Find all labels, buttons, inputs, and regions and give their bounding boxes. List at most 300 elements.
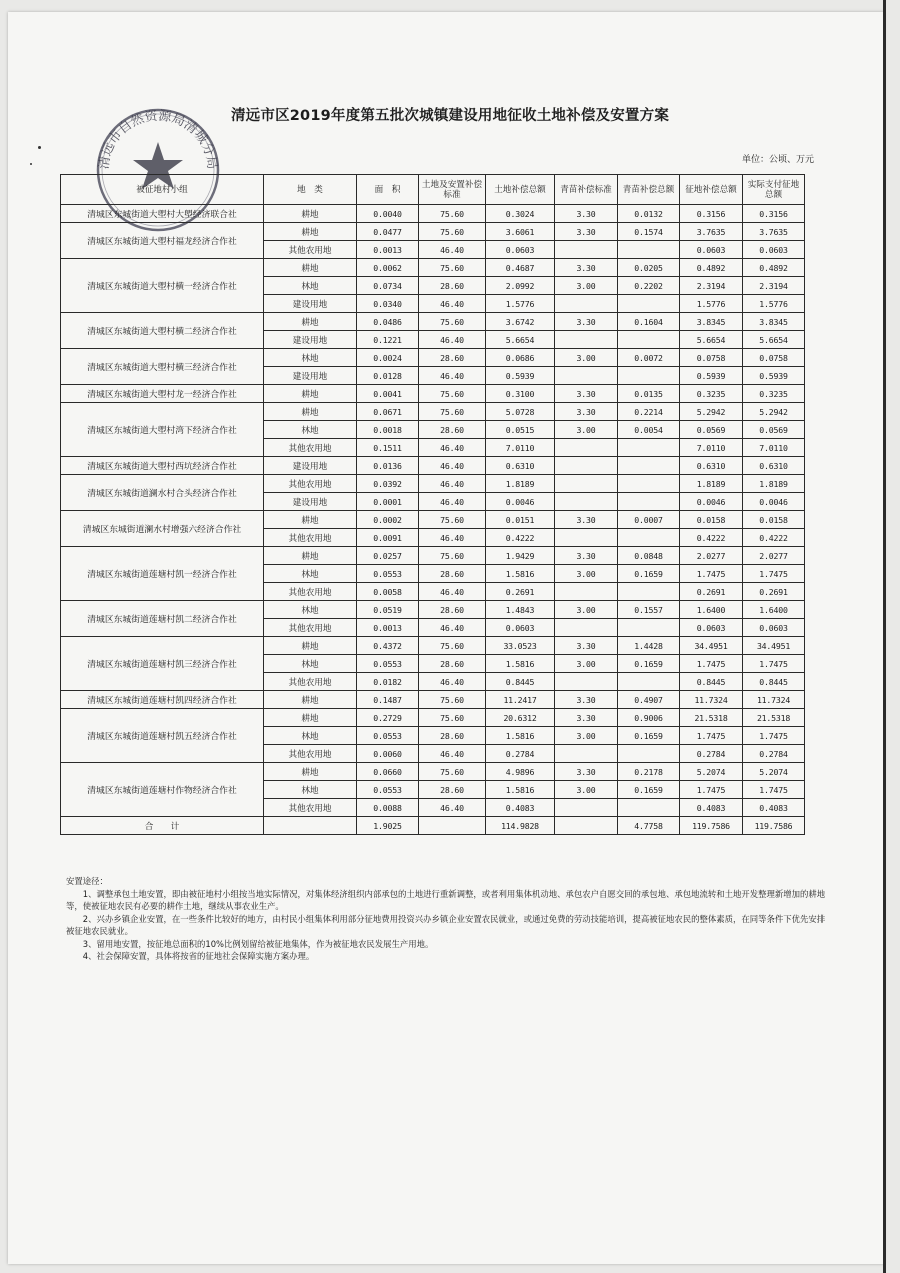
land-type-cell: 林地 (264, 349, 357, 367)
value-cell: 0.0132 (618, 205, 680, 223)
land-type-cell: 耕地 (264, 547, 357, 565)
value-cell: 0.6310 (680, 457, 743, 475)
value-cell: 0.1659 (618, 565, 680, 583)
value-cell: 46.40 (419, 241, 486, 259)
value-cell: 3.30 (555, 223, 618, 241)
value-cell: 0.2691 (486, 583, 555, 601)
table-row (61, 637, 805, 655)
value-cell (555, 475, 618, 493)
land-type-cell: 其他农用地 (264, 529, 357, 547)
land-type-cell: 耕地 (264, 763, 357, 781)
value-cell: 1.4843 (486, 601, 555, 619)
land-type-cell: 其他农用地 (264, 241, 357, 259)
value-cell: 0.0060 (357, 745, 419, 763)
table-row (61, 385, 805, 403)
value-cell: 0.0046 (486, 493, 555, 511)
value-cell: 0.1659 (618, 655, 680, 673)
value-cell: 0.0686 (486, 349, 555, 367)
value-cell: 46.40 (419, 529, 486, 547)
value-cell: 5.6654 (486, 331, 555, 349)
value-cell: 46.40 (419, 367, 486, 385)
value-cell: 1.5816 (486, 781, 555, 799)
table-row (61, 511, 805, 529)
group-name-cell: 清城区东城街道莲塘村凯三经济合作社 (61, 637, 264, 691)
land-type-cell: 耕地 (264, 385, 357, 403)
value-cell (555, 493, 618, 511)
value-cell: 2.3194 (743, 277, 805, 295)
value-cell: 1.5816 (486, 727, 555, 745)
group-name-cell: 清城区东城街道大塱村大塱经济联合社 (61, 205, 264, 223)
land-type-cell: 林地 (264, 781, 357, 799)
value-cell: 3.00 (555, 349, 618, 367)
total-value: 119.7586 (680, 817, 743, 835)
value-cell: 0.4907 (618, 691, 680, 709)
value-cell: 3.7635 (743, 223, 805, 241)
value-cell: 0.0128 (357, 367, 419, 385)
note-item: 4、社会保障安置，具体将按省的征地社会保障实施方案办理。 (82, 951, 315, 961)
unit-label: 单位：公顷、万元 (741, 155, 814, 165)
value-cell: 33.0523 (486, 637, 555, 655)
scan-speck (38, 146, 41, 149)
value-cell: 0.0058 (357, 583, 419, 601)
value-cell: 4.9896 (486, 763, 555, 781)
value-cell: 46.40 (419, 619, 486, 637)
table-row (61, 763, 805, 781)
value-cell: 34.4951 (743, 637, 805, 655)
value-cell: 0.0553 (357, 727, 419, 745)
value-cell (555, 799, 618, 817)
scan-edge (883, 0, 886, 1273)
value-cell: 0.0848 (618, 547, 680, 565)
value-cell: 11.2417 (486, 691, 555, 709)
value-cell: 0.2729 (357, 709, 419, 727)
table-row (61, 547, 805, 565)
value-cell: 0.0046 (680, 493, 743, 511)
group-name-cell: 清城区东城街道澜水村合头经济合作社 (61, 475, 264, 511)
empty-cell (419, 817, 486, 835)
value-cell: 0.1487 (357, 691, 419, 709)
value-cell: 0.0340 (357, 295, 419, 313)
value-cell: 0.4083 (680, 799, 743, 817)
land-type-cell: 其他农用地 (264, 475, 357, 493)
value-cell: 0.0553 (357, 655, 419, 673)
land-type-cell: 建设用地 (264, 493, 357, 511)
table-row (61, 349, 805, 367)
value-cell: 21.5318 (743, 709, 805, 727)
value-cell: 11.7324 (743, 691, 805, 709)
notes-section (66, 875, 826, 963)
value-cell: 0.0041 (357, 385, 419, 403)
page-title: 清远市区2019年度第五批次城镇建设用地征收土地补偿及安置方案 (230, 108, 670, 124)
total-label: 合 计 (61, 817, 264, 835)
value-cell: 7.0110 (486, 439, 555, 457)
value-cell: 3.30 (555, 763, 618, 781)
value-cell: 0.0136 (357, 457, 419, 475)
value-cell: 3.00 (555, 277, 618, 295)
value-cell: 46.40 (419, 799, 486, 817)
value-cell: 0.0088 (357, 799, 419, 817)
value-cell: 0.9006 (618, 709, 680, 727)
empty-cell (264, 817, 357, 835)
value-cell: 7.0110 (743, 439, 805, 457)
value-cell: 75.60 (419, 691, 486, 709)
value-cell: 75.60 (419, 709, 486, 727)
value-cell: 0.0158 (743, 511, 805, 529)
value-cell: 0.4222 (680, 529, 743, 547)
value-cell: 0.1574 (618, 223, 680, 241)
value-cell: 5.0728 (486, 403, 555, 421)
value-cell: 3.00 (555, 565, 618, 583)
value-cell: 1.5776 (486, 295, 555, 313)
value-cell: 75.60 (419, 205, 486, 223)
empty-cell (555, 817, 618, 835)
value-cell (618, 475, 680, 493)
value-cell: 1.7475 (680, 781, 743, 799)
value-cell: 3.6061 (486, 223, 555, 241)
value-cell: 3.30 (555, 259, 618, 277)
value-cell: 0.0734 (357, 277, 419, 295)
column-header: 面 积 (357, 175, 419, 205)
value-cell: 28.60 (419, 781, 486, 799)
value-cell: 75.60 (419, 223, 486, 241)
value-cell: 0.0007 (618, 511, 680, 529)
value-cell: 3.30 (555, 637, 618, 655)
value-cell: 3.00 (555, 601, 618, 619)
value-cell: 28.60 (419, 727, 486, 745)
group-name-cell: 清城区东城街道大塱村西坑经济合作社 (61, 457, 264, 475)
land-type-cell: 建设用地 (264, 295, 357, 313)
value-cell: 1.5776 (743, 295, 805, 313)
value-cell: 0.0158 (680, 511, 743, 529)
value-cell: 0.4083 (743, 799, 805, 817)
land-type-cell: 其他农用地 (264, 799, 357, 817)
value-cell: 1.7475 (680, 655, 743, 673)
value-cell: 3.30 (555, 403, 618, 421)
value-cell: 5.6654 (743, 331, 805, 349)
value-cell: 0.2784 (486, 745, 555, 763)
land-type-cell: 林地 (264, 601, 357, 619)
value-cell: 0.2178 (618, 763, 680, 781)
value-cell: 0.0182 (357, 673, 419, 691)
table-row (61, 259, 805, 277)
value-cell: 0.0553 (357, 565, 419, 583)
table-row (61, 403, 805, 421)
value-cell (555, 529, 618, 547)
table-row (61, 457, 805, 475)
group-name-cell: 清城区东城街道大塱村横三经济合作社 (61, 349, 264, 385)
value-cell: 46.40 (419, 331, 486, 349)
value-cell: 3.8345 (743, 313, 805, 331)
value-cell: 28.60 (419, 655, 486, 673)
value-cell: 0.8445 (743, 673, 805, 691)
value-cell: 75.60 (419, 385, 486, 403)
value-cell: 3.8345 (680, 313, 743, 331)
value-cell (555, 295, 618, 313)
value-cell: 0.0018 (357, 421, 419, 439)
value-cell: 1.6400 (680, 601, 743, 619)
land-type-cell: 林地 (264, 421, 357, 439)
value-cell: 0.0603 (743, 619, 805, 637)
value-cell: 5.2074 (680, 763, 743, 781)
table-row (61, 475, 805, 493)
value-cell: 34.4951 (680, 637, 743, 655)
value-cell (618, 439, 680, 457)
value-cell: 0.2691 (743, 583, 805, 601)
group-name-cell: 清城区东城街道莲塘村凯二经济合作社 (61, 601, 264, 637)
land-type-cell: 耕地 (264, 403, 357, 421)
group-name-cell: 清城区东城街道莲塘村作物经济合作社 (61, 763, 264, 817)
value-cell: 5.2074 (743, 763, 805, 781)
seal-text: 清远市自然资源局清城分局 (96, 108, 220, 171)
value-cell: 3.30 (555, 691, 618, 709)
value-cell (555, 331, 618, 349)
value-cell (555, 583, 618, 601)
value-cell: 46.40 (419, 745, 486, 763)
land-type-cell: 耕地 (264, 709, 357, 727)
value-cell: 0.4372 (357, 637, 419, 655)
land-type-cell: 耕地 (264, 259, 357, 277)
value-cell: 0.0660 (357, 763, 419, 781)
value-cell: 3.00 (555, 781, 618, 799)
value-cell: 3.30 (555, 205, 618, 223)
group-name-cell: 清城区东城街道莲塘村凯四经济合作社 (61, 691, 264, 709)
value-cell: 28.60 (419, 349, 486, 367)
value-cell: 0.0040 (357, 205, 419, 223)
land-type-cell: 林地 (264, 727, 357, 745)
value-cell (618, 799, 680, 817)
value-cell: 0.0603 (743, 241, 805, 259)
value-cell: 0.2691 (680, 583, 743, 601)
value-cell: 0.4083 (486, 799, 555, 817)
value-cell: 46.40 (419, 673, 486, 691)
value-cell: 0.0519 (357, 601, 419, 619)
value-cell: 21.5318 (680, 709, 743, 727)
value-cell: 0.8445 (680, 673, 743, 691)
value-cell: 0.0002 (357, 511, 419, 529)
value-cell: 1.7475 (743, 565, 805, 583)
value-cell: 0.0205 (618, 259, 680, 277)
note-item: 1、调整承包土地安置，即由被征地村小组按当地实际情况，对集体经济组织内部承包的土地进行重新调整，或者利用集体机动地、承包农户自愿交回的承包地、承包地流转和土地开发整理新增加的耕地等，使被征地农民有必要的耕作土地，继续从事农业生产。 (66, 888, 826, 911)
table-row (61, 691, 805, 709)
group-name-cell: 清城区东城街道莲塘村凯五经济合作社 (61, 709, 264, 763)
value-cell: 0.1659 (618, 727, 680, 745)
value-cell (555, 439, 618, 457)
value-cell: 75.60 (419, 763, 486, 781)
value-cell: 0.1604 (618, 313, 680, 331)
value-cell: 46.40 (419, 475, 486, 493)
value-cell: 0.5939 (680, 367, 743, 385)
value-cell: 1.6400 (743, 601, 805, 619)
land-type-cell: 林地 (264, 277, 357, 295)
value-cell: 0.0603 (680, 241, 743, 259)
value-cell: 0.0569 (743, 421, 805, 439)
land-type-cell: 耕地 (264, 691, 357, 709)
value-cell: 3.30 (555, 547, 618, 565)
value-cell (618, 457, 680, 475)
table-row (61, 313, 805, 331)
value-cell: 5.6654 (680, 331, 743, 349)
group-name-cell: 清城区东城街道大塱村龙一经济合作社 (61, 385, 264, 403)
value-cell: 7.0110 (680, 439, 743, 457)
value-cell: 0.6310 (486, 457, 555, 475)
value-cell: 0.2202 (618, 277, 680, 295)
value-cell (618, 331, 680, 349)
value-cell: 0.8445 (486, 673, 555, 691)
note-item: 3、留用地安置，按征地总面积的10%比例划留给被征地集体，作为被征地农民发展生产用地。 (82, 938, 434, 949)
value-cell: 0.3024 (486, 205, 555, 223)
value-cell: 0.0392 (357, 475, 419, 493)
land-type-cell: 其他农用地 (264, 439, 357, 457)
value-cell (555, 367, 618, 385)
value-cell: 75.60 (419, 511, 486, 529)
value-cell: 0.1221 (357, 331, 419, 349)
value-cell: 28.60 (419, 565, 486, 583)
value-cell: 5.2942 (743, 403, 805, 421)
value-cell: 1.4428 (618, 637, 680, 655)
group-name-cell: 清城区东城街道大塱村横一经济合作社 (61, 259, 264, 313)
land-type-cell: 建设用地 (264, 331, 357, 349)
value-cell: 0.6310 (743, 457, 805, 475)
value-cell: 0.0553 (357, 781, 419, 799)
value-cell: 0.0054 (618, 421, 680, 439)
value-cell: 0.0603 (680, 619, 743, 637)
value-cell: 0.0151 (486, 511, 555, 529)
value-cell: 75.60 (419, 403, 486, 421)
column-header: 征地补偿总额 (680, 175, 743, 205)
value-cell: 0.0603 (486, 241, 555, 259)
land-type-cell: 耕地 (264, 223, 357, 241)
value-cell: 1.7475 (680, 727, 743, 745)
notes-heading: 安置途径： (66, 876, 108, 886)
value-cell: 1.7475 (743, 655, 805, 673)
value-cell (618, 241, 680, 259)
value-cell (618, 673, 680, 691)
column-header: 土地补偿总额 (486, 175, 555, 205)
value-cell: 5.2942 (680, 403, 743, 421)
value-cell: 28.60 (419, 421, 486, 439)
value-cell: 3.30 (555, 709, 618, 727)
value-cell: 0.0671 (357, 403, 419, 421)
value-cell: 3.00 (555, 727, 618, 745)
value-cell: 0.2784 (680, 745, 743, 763)
value-cell: 0.0013 (357, 619, 419, 637)
value-cell: 46.40 (419, 493, 486, 511)
value-cell: 1.8189 (743, 475, 805, 493)
value-cell: 20.6312 (486, 709, 555, 727)
column-header: 地 类 (264, 175, 357, 205)
value-cell: 0.0603 (486, 619, 555, 637)
compensation-table (60, 174, 805, 835)
value-cell (555, 457, 618, 475)
value-cell (618, 745, 680, 763)
value-cell: 0.4892 (680, 259, 743, 277)
value-cell (618, 295, 680, 313)
value-cell: 0.1511 (357, 439, 419, 457)
land-type-cell: 其他农用地 (264, 673, 357, 691)
value-cell: 0.3235 (743, 385, 805, 403)
value-cell: 1.5816 (486, 565, 555, 583)
column-header: 土地及安置补偿标准 (419, 175, 486, 205)
land-type-cell: 林地 (264, 655, 357, 673)
value-cell: 0.0515 (486, 421, 555, 439)
value-cell: 0.0091 (357, 529, 419, 547)
value-cell (618, 619, 680, 637)
group-name-cell: 清城区东城街道大塱村福龙经济合作社 (61, 223, 264, 259)
value-cell: 1.7475 (743, 781, 805, 799)
land-type-cell: 建设用地 (264, 457, 357, 475)
value-cell: 0.5939 (486, 367, 555, 385)
header-row (61, 175, 805, 205)
land-type-cell: 其他农用地 (264, 583, 357, 601)
value-cell (555, 745, 618, 763)
value-cell: 28.60 (419, 277, 486, 295)
value-cell: 28.60 (419, 601, 486, 619)
land-type-cell: 耕地 (264, 205, 357, 223)
column-header: 实际支付征地总额 (743, 175, 805, 205)
value-cell: 1.8189 (486, 475, 555, 493)
value-cell: 46.40 (419, 439, 486, 457)
value-cell: 1.9429 (486, 547, 555, 565)
value-cell: 75.60 (419, 313, 486, 331)
group-name-cell: 清城区东城街道澜水村增强六经济合作社 (61, 511, 264, 547)
value-cell: 0.5939 (743, 367, 805, 385)
land-type-cell: 耕地 (264, 511, 357, 529)
value-cell: 0.0486 (357, 313, 419, 331)
value-cell: 2.0992 (486, 277, 555, 295)
value-cell: 0.4892 (743, 259, 805, 277)
value-cell: 11.7324 (680, 691, 743, 709)
value-cell (555, 673, 618, 691)
value-cell: 0.3156 (680, 205, 743, 223)
total-value: 119.7586 (743, 817, 805, 835)
value-cell: 0.4222 (486, 529, 555, 547)
total-value: 4.7758 (618, 817, 680, 835)
column-header: 青苗补偿总额 (618, 175, 680, 205)
value-cell: 1.5776 (680, 295, 743, 313)
value-cell: 0.3100 (486, 385, 555, 403)
value-cell (618, 583, 680, 601)
value-cell: 0.0013 (357, 241, 419, 259)
value-cell (618, 367, 680, 385)
value-cell: 0.0072 (618, 349, 680, 367)
table-row (61, 601, 805, 619)
value-cell: 2.0277 (743, 547, 805, 565)
value-cell: 3.6742 (486, 313, 555, 331)
value-cell: 0.0001 (357, 493, 419, 511)
value-cell: 0.0024 (357, 349, 419, 367)
value-cell: 2.3194 (680, 277, 743, 295)
value-cell: 0.3156 (743, 205, 805, 223)
value-cell: 0.0135 (618, 385, 680, 403)
value-cell: 3.00 (555, 421, 618, 439)
value-cell: 0.0758 (680, 349, 743, 367)
value-cell: 3.30 (555, 313, 618, 331)
table-row (61, 223, 805, 241)
value-cell: 0.3235 (680, 385, 743, 403)
total-value: 114.9828 (486, 817, 555, 835)
value-cell: 0.0062 (357, 259, 419, 277)
value-cell: 0.2784 (743, 745, 805, 763)
value-cell: 0.1557 (618, 601, 680, 619)
note-item: 2、兴办乡镇企业安置，在一些条件比较好的地方，由村民小组集体利用部分征地费用投资兴办乡镇企业安置农民就业，或通过免费的劳动技能培训，提高被征地农民的整体素质，在同等条件下优先安排被征地农民就业。 (66, 913, 826, 936)
value-cell: 2.0277 (680, 547, 743, 565)
value-cell: 75.60 (419, 547, 486, 565)
value-cell: 1.7475 (680, 565, 743, 583)
value-cell: 1.5816 (486, 655, 555, 673)
value-cell: 0.0477 (357, 223, 419, 241)
table-row (61, 205, 805, 223)
value-cell: 46.40 (419, 295, 486, 313)
